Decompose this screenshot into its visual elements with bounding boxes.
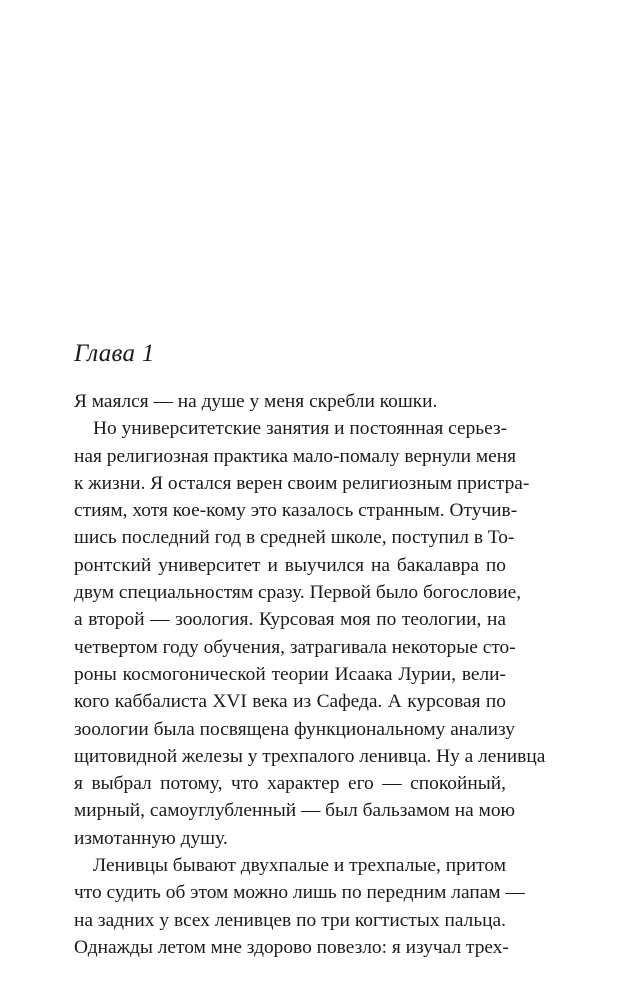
text-line: ная религиозная практика мало-помалу вернули меня [74,445,517,467]
text-line: что судить об этом можно лишь по передним лапам — [74,882,525,904]
text-line: стиям, хотя кое-кому это казалось странным. Отучив- [74,500,518,522]
text-line: четвертом году обучения, затрагивала некоторые сто- [74,636,516,658]
text-line: шись последний год в средней школе, поступил в То- [74,527,515,549]
chapter-title: Глава 1 [74,340,155,367]
text-line: двум специальностям сразу. Первой было богословие, [74,582,522,604]
text-line: Однажды летом мне здорово повезло: я изучал трех- [74,936,509,958]
text-line: Но университетские занятия и постоянная серьез- [93,418,508,440]
text-line: к жизни. Я остался верен своим религиозным пристра- [74,472,530,494]
text-line: мирный, самоуглубленный — был бальзамом на мою [74,800,516,822]
text-line: ронтский университет и выучился на бакалавра по [74,554,506,576]
text-line: я выбрал потому, что характер его — спокойный, [74,773,506,795]
body-text [74,388,546,961]
paragraph [74,415,546,852]
text-line: кого каббалиста XVI века из Сафеда. А курсовая по [74,691,506,713]
text-line: роны космогонической теории Исаака Лурии, вели- [74,663,506,685]
text-line: щитовидной железы у трехпалого ленивца. Ну а ленивца [74,745,546,767]
text-line: измотанную душу. [74,827,228,849]
paragraph [74,388,506,415]
text-line: Я маялся — на душе у меня скребли кошки. [74,391,438,412]
text-line: Ленивцы бывают двухпалые и трехпалые, притом [93,855,506,877]
text-line: зоологии была посвящена функциональному анализу [74,718,515,740]
text-line: а второй — зоология. Курсовая моя по теологии, на [74,609,506,631]
paragraph [74,852,525,961]
text-line: на задних у всех ленивцев по три когтистых пальца. [74,909,506,931]
